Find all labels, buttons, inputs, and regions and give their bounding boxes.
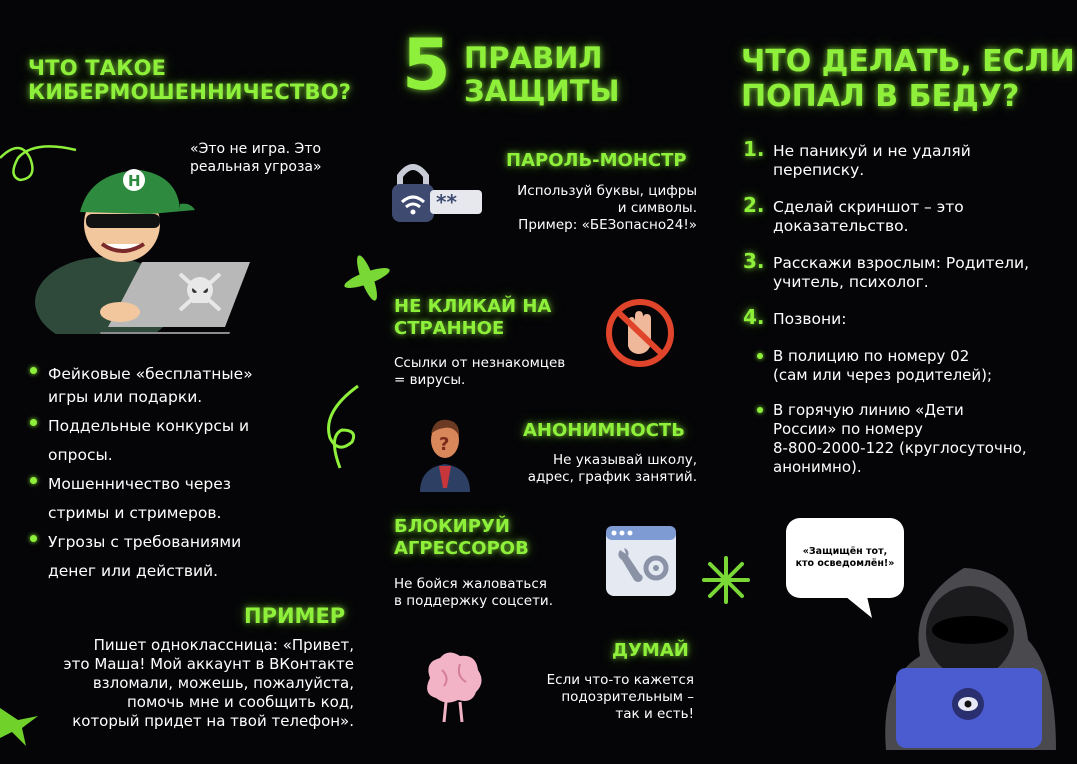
list-item: 2. Сделай скриншот – это доказательство. xyxy=(743,193,964,235)
scam-types-list xyxy=(30,360,330,586)
quote-line1: «Это не игра. Это xyxy=(190,141,322,157)
list-item: Угрозы с требованиями денег или действий. xyxy=(30,528,330,586)
green-propeller-decoration xyxy=(334,248,400,308)
svg-text:?: ? xyxy=(439,434,450,455)
rule2-text: Ссылки от незнакомцев = вирусы. xyxy=(394,355,566,388)
rule3-text: Не указывай школу, адрес, график занятий. xyxy=(527,452,697,485)
rule5-title: ДУМАЙ xyxy=(612,640,689,661)
anonymous-person-icon xyxy=(414,412,476,492)
sub-list-item: В полицию по номеру 02 (сам или через родителей); xyxy=(757,347,1063,385)
rule4-text: Не бойся жаловаться в поддержку соцсети. xyxy=(394,576,554,609)
green-starburst-decoration xyxy=(700,554,752,606)
bubble-line1: «Защищён тот, xyxy=(802,546,888,557)
list-item: Поддельные конкурсы и опросы. xyxy=(30,412,330,470)
green-curl-decoration xyxy=(318,382,366,470)
svg-text:H: H xyxy=(128,172,141,190)
rule1-title: ПАРОЛЬ-МОНСТР xyxy=(506,150,687,171)
sub-list-item: В горячую линию «Дети России» по номеру 8-800-2000-122 (круглосуточно, анонимно). xyxy=(757,401,1063,477)
example-text: Пишет одноклассница: «Привет, это Маша! Мой аккаунт в ВКонтакте взломали, можешь, пожалуйста, помочь мне и сообщить код, который придет на твой телефон». xyxy=(63,636,354,730)
left-heading xyxy=(28,56,351,104)
right-heading-line1: ЧТО ДЕЛАТЬ, ЕСЛИ xyxy=(741,44,1075,79)
rule1-text: Используй буквы, цифры и символы. Пример: «БЕЗопасно24!» xyxy=(517,183,697,233)
list-item: Мошенничество через стримы и стримеров. xyxy=(30,470,330,528)
bubble-line2: кто осведомлён!» xyxy=(795,558,895,569)
hacker-illustration xyxy=(30,162,255,334)
rules-number: 5 xyxy=(402,24,451,106)
rule3-title: АНОНИМНОСТЬ xyxy=(523,420,685,441)
hooded-hacker-illustration xyxy=(880,560,1060,750)
help-steps-list xyxy=(743,137,1063,493)
green-star-decoration xyxy=(0,698,40,748)
left-heading-line1: ЧТО ТАКОЕ xyxy=(28,56,167,80)
right-heading-line2: ПОПАЛ В БЕДУ? xyxy=(741,79,1020,114)
rules-heading xyxy=(464,42,620,108)
rules-heading-line2: ЗАЩИТЫ xyxy=(464,74,620,108)
svg-text:**: ** xyxy=(436,190,457,214)
rule4-title: БЛОКИРУЙ АГРЕССОРОВ xyxy=(394,516,529,559)
example-heading: ПРИМЕР xyxy=(244,604,346,628)
stop-hand-icon xyxy=(602,296,678,370)
rules-heading-line1: ПРАВИЛ xyxy=(464,41,603,75)
rule5-text: Если что-то кажется подозрительным – так и есть! xyxy=(546,672,694,722)
settings-window-icon xyxy=(604,524,678,598)
quote-line2: реальная угроза» xyxy=(190,159,322,175)
right-heading xyxy=(741,44,1075,114)
left-heading-line2: КИБЕРМОШЕННИЧЕСТВО? xyxy=(28,80,352,104)
list-item: 3. Расскажи взрослым: Родители, учитель, психолог. xyxy=(743,249,1030,291)
rule2-title: НЕ КЛИКАЙ НА СТРАННОЕ xyxy=(394,296,552,339)
list-item: 1. Не паникуй и не удаляй переписку. xyxy=(743,137,971,179)
list-item: Фейковые «бесплатные» игры или подарки. xyxy=(30,360,330,412)
list-item: 4. Позвони: xyxy=(743,305,847,329)
